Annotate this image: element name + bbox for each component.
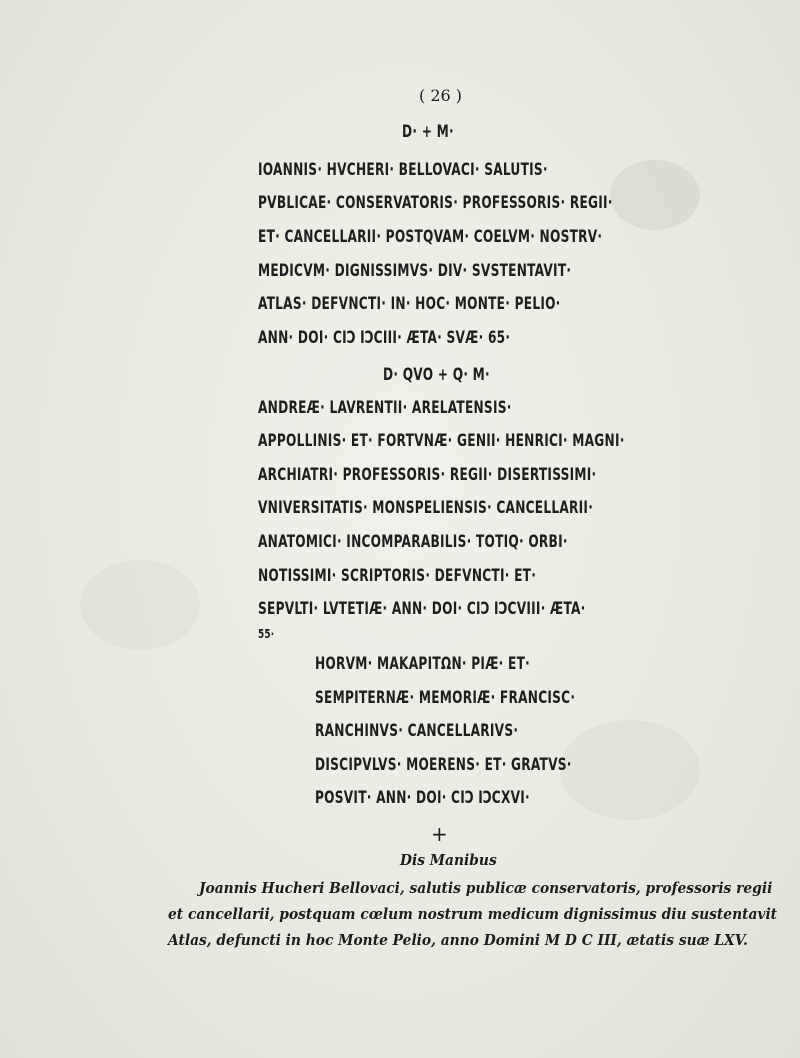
cross-icon: + (431, 822, 448, 846)
epitaph1-line: ATLAS· DEFVNCTI· IN· HOC· MONTE· PELIO· (258, 294, 561, 313)
paper-stain (560, 720, 700, 820)
epitaph1-line: ET· CANCELLARII· POSTQVAM· COELVM· NOSTRV· (258, 227, 603, 246)
dedication-line: HORVM· MAKAPITΩN· PIÆ· ET· (315, 654, 530, 673)
epitaph1-line: IOANNIS· HVCHERI· BELLOVACI· SALUTIS· (258, 160, 548, 179)
page-number: ( 26 ) (419, 86, 463, 105)
dedication-line: SEMPITERNÆ· MEMORIÆ· FRANCISC· (315, 688, 576, 707)
epitaph2-line: ARCHIATRI· PROFESSORIS· REGII· DISERTISSIMI· (258, 465, 597, 484)
epitaph1-line: ANN· DOI· CIϽ IϽCIII· ÆTA· SVÆ· 65· (258, 328, 511, 347)
epitaph2-line: VNIVERSITATIS· MONSPELIENSIS· CANCELLARII· (258, 498, 594, 517)
epitaph2-header: D· QVO + Q· M· (383, 365, 490, 384)
translation-heading: Dis Manibus (400, 851, 497, 869)
paper-stain (80, 560, 200, 650)
translation-line: Atlas, defuncti in hoc Monte Pelio, anno Domini M D C III, ætatis suæ LXV. (168, 931, 748, 949)
paper-stain (610, 160, 700, 230)
epitaph2-line: 55· (258, 627, 275, 641)
translation-line: et cancellarii, postquam cœlum nostrum medicum dignissimus diu sustentavit (168, 905, 778, 923)
dedication-line: POSVIT· ANN· DOI· CIϽ IϽCXVI· (315, 788, 530, 807)
epitaph2-line: NOTISSIMI· SCRIPTORIS· DEFVNCTI· ET· (258, 566, 537, 585)
epitaph1-line: MEDICVM· DIGNISSIMVS· DIV· SVSTENTAVIT· (258, 261, 572, 280)
epitaph2-line: APPOLLINIS· ET· FORTVNÆ· GENII· HENRICI· MAGNI· (258, 431, 625, 450)
translation-line: Joannis Hucheri Bellovaci, salutis publicæ conservatoris, professoris regii (199, 879, 773, 897)
dedication-line: DISCIPVLVS· MOERENS· ET· GRATVS· (315, 755, 572, 774)
epitaph2-line: ANDREÆ· LAVRENTII· ARELATENSIS· (258, 398, 512, 417)
epitaph1-line: PVBLICAE· CONSERVATORIS· PROFESSORIS· REGII· (258, 193, 613, 212)
epitaph1-header: D· + M· (402, 122, 454, 141)
epitaph2-line: ANATOMICI· INCOMPARABILIS· TOTIQ· ORBI· (258, 532, 568, 551)
epitaph2-line: SEPVLTI· LVTETIÆ· ANN· DOI· CIϽ IϽCVIII· ÆTA· (258, 599, 586, 618)
dedication-line: RANCHINVS· CANCELLARIVS· (315, 721, 519, 740)
